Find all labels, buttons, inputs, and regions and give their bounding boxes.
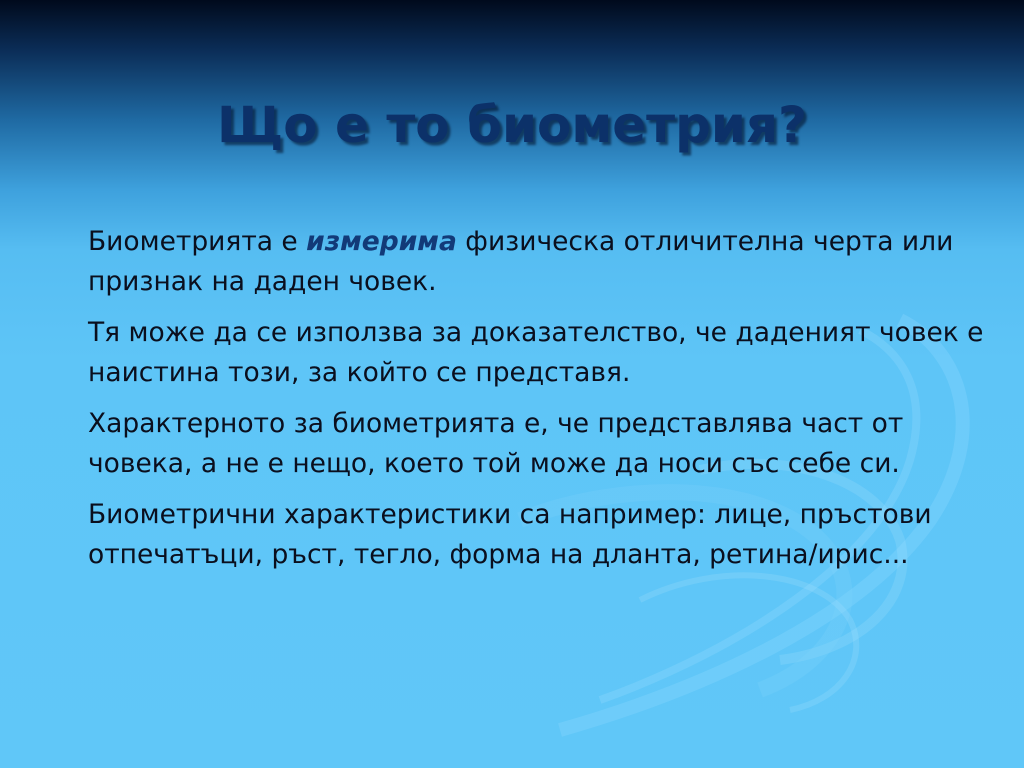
- paragraph-usage: Тя може да се използва за доказателство, че даденият човек е наистина този, за който се представя.: [88, 317, 984, 388]
- slide-title: Що е то биометрия?: [216, 96, 808, 154]
- paragraph-definition: [88, 222, 988, 302]
- paragraph-characteristic: Характерното за биометрията е, че представлява част от човека, а не е нещо, което той може да носи със себе си.: [88, 408, 904, 479]
- slide-body: [88, 222, 988, 586]
- paragraph-examples: Биометрични характеристики са например: лице, пръстови отпечатъци, ръст, тегло, форма на дланта, ретина/ирис...: [88, 499, 932, 570]
- paragraph-text: физическа отличителна черта или признак на даден човек.: [88, 226, 954, 297]
- emphasized-word: измерима: [306, 226, 457, 257]
- paragraph-text: Биометрията е: [88, 226, 307, 257]
